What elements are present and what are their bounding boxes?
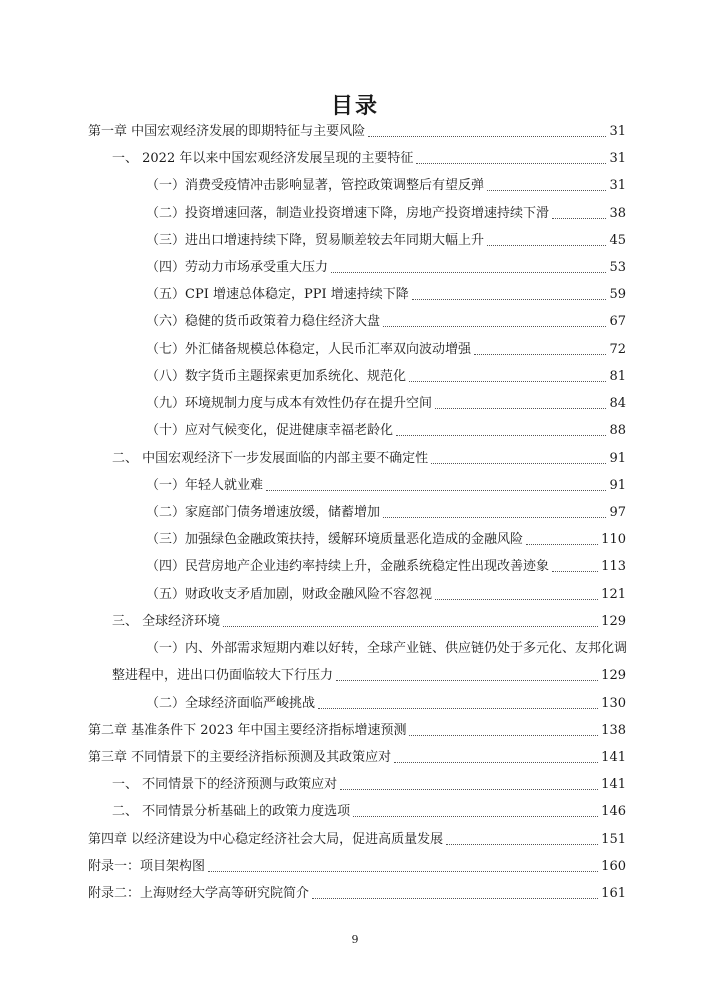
- leader-dots: [353, 815, 598, 817]
- toc-entry-section-3-1[interactable]: [112, 776, 626, 794]
- toc-entry-page: 31: [609, 151, 626, 166]
- toc-entry-subsection-1-1-3[interactable]: [146, 232, 626, 250]
- leader-dots: [431, 462, 606, 464]
- toc-entry-page: 91: [609, 478, 626, 493]
- toc-entry-subsection-1-1-10[interactable]: [146, 422, 626, 440]
- toc-entry-page: 129: [601, 668, 626, 683]
- toc-entry-page: 67: [609, 314, 626, 329]
- toc-entry-page: 91: [609, 451, 626, 466]
- toc-entry-appendix-2[interactable]: [88, 885, 626, 903]
- toc-entry-label: 二、 中国宏观经济下一步发展面临的内部主要不确定性: [112, 451, 429, 466]
- toc-entry-label: （二）投资增速回落，制造业投资增速下降，房地产投资增速持续下滑: [146, 206, 550, 221]
- toc-entry-label: 第一章 中国宏观经济发展的即期特征与主要风险: [88, 124, 366, 139]
- toc-entry-label: （三）进出口增速持续下降，贸易顺差较去年同期大幅上升: [146, 233, 485, 248]
- leader-dots: [336, 679, 598, 681]
- leader-dots: [340, 788, 598, 790]
- toc-entry-page: 141: [601, 777, 626, 792]
- toc-entry-subsection-1-3-2[interactable]: [146, 695, 626, 713]
- toc-entry-page: 160: [601, 859, 626, 874]
- toc-entry-page: 45: [609, 233, 626, 248]
- toc-entry-subsection-1-3-1[interactable]: [112, 667, 626, 685]
- toc-entry-subsection-1-1-4[interactable]: [146, 259, 626, 277]
- toc-entry-subsection-1-2-5[interactable]: [146, 586, 626, 604]
- toc-entry-label: （五）CPI 增速总体稳定，PPI 增速持续下降: [146, 287, 409, 302]
- toc-entry-page: 31: [609, 178, 626, 193]
- toc-entry-label: （四）民营房地产企业违约率持续上升，金融系统稳定性出现改善迹象: [146, 559, 550, 574]
- leader-dots: [435, 598, 598, 600]
- leader-dots: [208, 870, 598, 872]
- leader-dots: [396, 434, 606, 436]
- toc-entry-section-1-2[interactable]: [112, 450, 626, 468]
- toc-entry-label: 三、 全球经济环境: [112, 614, 221, 629]
- toc-entry-subsection-1-2-3[interactable]: [146, 531, 626, 549]
- toc-entry-label: （十）应对气候变化，促进健康幸福老龄化: [146, 423, 394, 438]
- leader-dots: [312, 897, 598, 899]
- toc-entry-page: 146: [601, 804, 626, 819]
- toc-entry-label: （一）年轻人就业难: [146, 478, 264, 493]
- toc-entry-page: 31: [609, 124, 626, 139]
- leader-dots: [383, 516, 606, 518]
- toc-entry-page: 138: [601, 723, 626, 738]
- toc-entry-page: 81: [609, 369, 626, 384]
- leader-dots: [487, 189, 606, 191]
- toc-entry-label: （二）家庭部门债务增速放缓，储蓄增加: [146, 505, 381, 520]
- toc-entry-label: 一、 2022 年以来中国宏观经济发展呈现的主要特征: [112, 151, 414, 166]
- toc-entry-section-1-3[interactable]: [112, 613, 626, 631]
- toc-entry-subsection-1-1-7[interactable]: [146, 341, 626, 359]
- toc-entry-label: （八）数字货币主题探索更加系统化、规范化: [146, 369, 407, 384]
- toc-entry-label: 二、 不同情景分析基础上的政策力度选项: [112, 804, 351, 819]
- leader-dots: [474, 353, 606, 355]
- leader-dots: [435, 407, 606, 409]
- toc-entry-label: （一）消费受疫情冲击影响显著，管控政策调整后有望反弹: [146, 178, 485, 193]
- toc-entry-label: 附录一：项目架构图: [88, 859, 206, 874]
- toc-entry-page: 59: [609, 287, 626, 302]
- toc-entry-page: 110: [601, 532, 626, 547]
- toc-entry-subsection-1-1-8[interactable]: [146, 368, 626, 386]
- leader-dots: [416, 162, 606, 164]
- toc-entry-page: 130: [601, 696, 626, 711]
- toc-entry-label: 附录二：上海财经大学高等研究院简介: [88, 886, 310, 901]
- leader-dots: [409, 734, 598, 736]
- toc-entry-subsection-1-1-5[interactable]: [146, 286, 626, 304]
- toc-entry-chapter-4[interactable]: [88, 831, 626, 849]
- leader-dots: [526, 543, 598, 545]
- leader-dots: [487, 244, 606, 246]
- toc-entry-section-1-1[interactable]: [112, 150, 626, 168]
- leader-dots: [552, 570, 598, 572]
- toc-entry-label: 第三章 不同情景下的主要经济指标预测及其政策应对: [88, 750, 392, 765]
- toc-entry-chapter-3[interactable]: [88, 749, 626, 767]
- toc-entry-page: 97: [609, 505, 626, 520]
- toc-entry-label: （二）全球经济面临严峻挑战: [146, 696, 316, 711]
- toc-entry-page: 113: [601, 559, 626, 574]
- toc-entry-label: （六）稳健的货币政策着力稳住经济大盘: [146, 314, 381, 329]
- toc-entry-label: （九）环境规制力度与成本有效性仍存在提升空间: [146, 396, 433, 411]
- toc-entry-label: 一、 不同情景下的经济预测与政策应对: [112, 777, 338, 792]
- toc-entry-appendix-1[interactable]: [88, 858, 626, 876]
- toc-entry-subsection-1-2-2[interactable]: [146, 504, 626, 522]
- leader-dots: [394, 761, 598, 763]
- page-number: 9: [351, 933, 359, 946]
- toc-entry-page: 38: [609, 206, 626, 221]
- toc-entry-page: 72: [609, 342, 626, 357]
- leader-dots: [266, 489, 606, 491]
- toc-entry-page: 151: [601, 832, 626, 847]
- toc-entry-page: 53: [609, 260, 626, 275]
- toc-entry-section-3-2[interactable]: [112, 803, 626, 821]
- leader-dots: [552, 217, 606, 219]
- toc-title: 目录: [330, 94, 379, 119]
- toc-entry-subsection-1-1-9[interactable]: [146, 395, 626, 413]
- leader-dots: [331, 271, 606, 273]
- toc-entry-page: 88: [609, 423, 626, 438]
- toc-entry-subsection-1-2-1[interactable]: [146, 477, 626, 495]
- toc-entry-page: 84: [609, 396, 626, 411]
- leader-dots: [412, 298, 607, 300]
- toc-entry-label: 整进程中，进出口仍面临较大下行压力: [112, 668, 334, 683]
- toc-entry-chapter-2[interactable]: [88, 722, 626, 740]
- toc-entry-subsection-1-1-1[interactable]: [146, 177, 626, 195]
- leader-dots: [368, 135, 606, 137]
- toc-entry-label: （五）财政收支矛盾加剧，财政金融风险不容忽视: [146, 587, 433, 602]
- leader-dots: [318, 707, 598, 709]
- toc-entry-label: （三）加强绿色金融政策扶持，缓解环境质量恶化造成的金融风险: [146, 532, 524, 547]
- toc-entry-page: 141: [601, 750, 626, 765]
- toc-entry-chapter-1[interactable]: [88, 123, 626, 141]
- leader-dots: [383, 325, 606, 327]
- toc-entry-subsection-1-1-2[interactable]: [146, 205, 626, 223]
- toc-entry-subsection-1-1-6[interactable]: [146, 313, 626, 331]
- toc-entry-label: 第四章 以经济建设为中心稳定经济社会大局，促进高质量发展: [88, 832, 444, 847]
- leader-dots: [409, 380, 606, 382]
- toc-entry-page: 121: [601, 587, 626, 602]
- toc-entry-label: （七）外汇储备规模总体稳定，人民币汇率双向波动增强: [146, 342, 472, 357]
- toc-entry-label: （四）劳动力市场承受重大压力: [146, 260, 329, 275]
- toc-entry-page: 161: [601, 886, 626, 901]
- toc-entry-subsection-1-3-1-line-1[interactable]: （一）内、外部需求短期内难以好转，全球产业链、供应链仍处于多元化、友邦化调: [146, 641, 628, 656]
- toc-entry-label: 第二章 基准条件下 2023 年中国主要经济指标增速预测: [88, 723, 407, 738]
- leader-dots: [446, 843, 598, 845]
- toc-entry-page: 129: [601, 614, 626, 629]
- leader-dots: [223, 625, 598, 627]
- toc-entry-subsection-1-2-4[interactable]: [146, 558, 626, 576]
